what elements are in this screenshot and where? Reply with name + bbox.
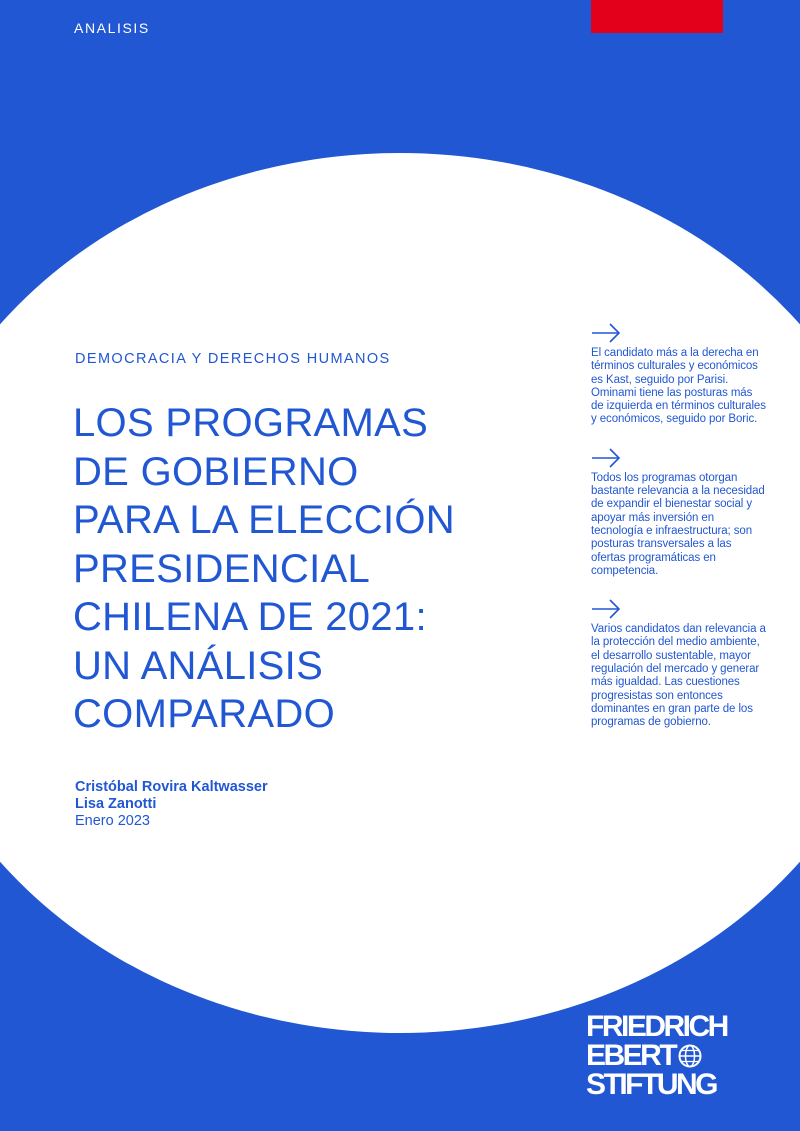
title-line: PRESIDENCIAL <box>73 546 371 591</box>
key-point <box>591 323 766 427</box>
logo-line: FRIEDRICH <box>586 1010 727 1043</box>
arrow-right-icon <box>591 448 621 468</box>
title-line: DE GOBIERNO <box>73 449 359 494</box>
document-title <box>73 399 553 739</box>
title-line: LOS PROGRAMAS <box>73 401 429 445</box>
logo-line: STIFTUNG <box>586 1068 716 1101</box>
title-line: COMPARADO <box>73 692 335 736</box>
key-point <box>591 599 766 729</box>
logo-line: EBERT <box>586 1039 676 1072</box>
title-line: PARA LA ELECCIÓN <box>73 498 455 542</box>
series-label: ANALISIS <box>74 20 150 36</box>
key-point <box>591 448 766 578</box>
author-name: Lisa Zanotti <box>75 796 157 812</box>
arrow-right-icon <box>591 599 621 619</box>
arrow-right-icon <box>591 323 621 343</box>
publication-date: Enero 2023 <box>75 813 150 829</box>
author-block <box>75 779 268 830</box>
logo-line-with-globe <box>586 1039 731 1072</box>
fes-logo <box>586 1010 731 1101</box>
title-line: UN ANÁLISIS <box>73 643 324 688</box>
key-point-text: Todos los programas otorgan bastante relevancia a la necesidad de expandir el bienestar social y apoyar más inversión en tecnología e infraestructura; son posturas transversales a las ofertas programáticas en competencia. <box>591 471 765 577</box>
key-point-text: El candidato más a la derecha en términos culturales y económicos es Kast, seguido por Parisi. Ominami tiene las posturas más de izquierda en términos culturales y económicos, seguido por Boric. <box>591 347 766 426</box>
key-points <box>591 323 766 730</box>
author-name: Cristóbal Rovira Kaltwasser <box>75 779 268 795</box>
accent-bar <box>591 0 723 33</box>
globe-icon <box>678 1044 702 1068</box>
category-label: DEMOCRACIA Y DERECHOS HUMANOS <box>75 351 391 367</box>
title-line: CHILENA DE 2021: <box>73 595 427 639</box>
key-point-text: Varios candidatos dan relevancia a la protección del medio ambiente, el desarrollo sustentable, mayor regulación del mercado y generar más igualdad. Las cuestiones progresistas son entonces dominantes en gran parte de los programas de gobierno. <box>591 623 766 729</box>
